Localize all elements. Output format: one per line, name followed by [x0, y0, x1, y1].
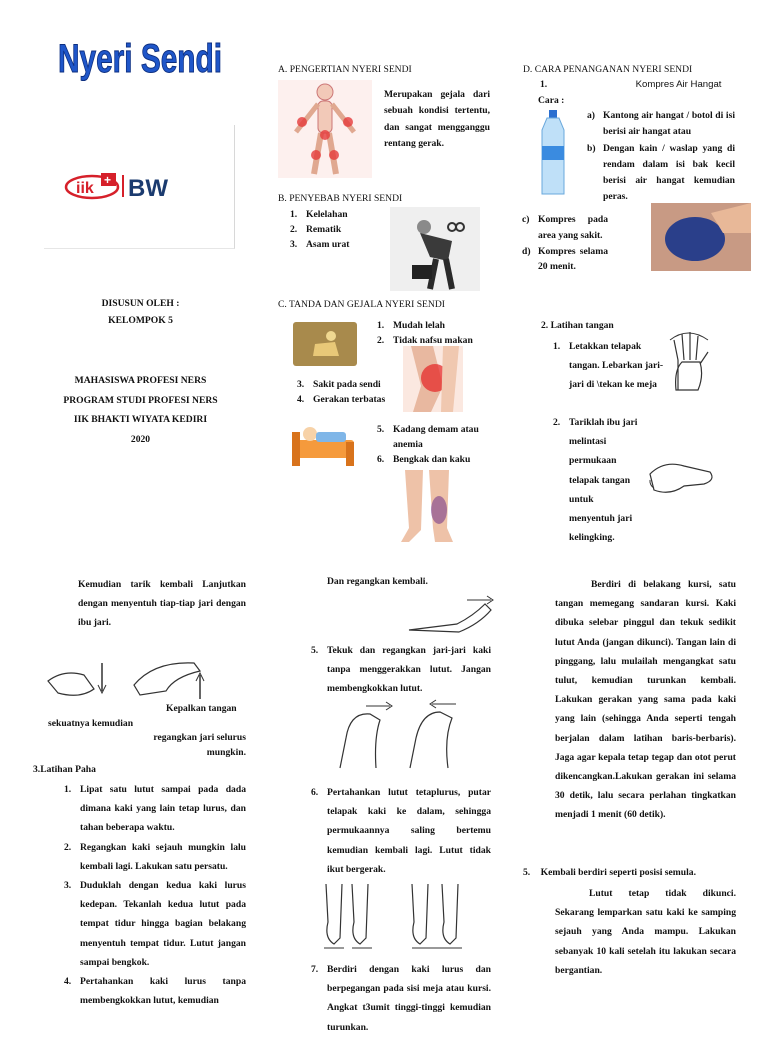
sick-in-bed-image	[290, 418, 356, 470]
swollen-leg-image	[399, 470, 457, 542]
item-title: Kompres Air Hangat	[635, 79, 722, 90]
fist-line-1: Kepalkan tangan	[166, 703, 237, 714]
list-item: 1. Letakkan telapak tangan. Lebarkan jari-jari di \tekan ke meja	[553, 341, 664, 391]
section-d-heading: D. CARA PENANGANAN NYERI SENDI	[523, 64, 693, 75]
warm-compress-title	[540, 78, 740, 93]
thigh-exercise-heading: 3.Latihan Paha	[33, 764, 96, 775]
back-col3-para: Berdiri di belakang kursi, satu tangan memegang sandaran kursi. Kaki dibuka selebar pinggul dan tekuk sedikit lutut Anda (jangan dikunci). Tangan lain di pinggang, lalu mulailah mengangkat satu tulut, kemudian turunkan kembali. Lakukan gerakan yang sama pada kaki yang lain (sehingga Anda seperti tengah berjalan dalam latihan baris-berbaris). Jaga agar kepala tetap tegap dan otot perut dikencangkan.Lakukan gerakan ini selama 30 detik, lalu secara perlahan tingkatkan menjadi 1 menit (60 detik).	[555, 579, 736, 821]
tired-man-image	[390, 207, 480, 291]
org-line: PROGRAM STUDI PROFESI NERS	[63, 394, 218, 406]
sick-in-bed-figure	[290, 418, 356, 470]
feet-rotate-image	[316, 882, 476, 952]
leg-stretch-image	[407, 596, 495, 636]
skeleton-figure	[278, 80, 372, 178]
list-item: 5. Kadang demam atau anemia	[377, 424, 479, 450]
water-bottle-image	[540, 110, 566, 196]
feet-rotate-figure	[316, 882, 476, 952]
symptoms-list-bottom	[377, 423, 497, 468]
hand-exercise-heading: 2. Latihan tangan	[541, 320, 614, 331]
cover-title	[56, 30, 236, 84]
knee-pain-image	[403, 346, 463, 412]
step-5-text: Lutut tetap tidak dikunci. Sekarang lemparkan satu kaki ke samping sejauh yang Anda mampu. Lakukan sebanyak 10 kali setelah itu lakukan secara bergantian.	[555, 888, 736, 976]
causes-list	[290, 208, 390, 253]
list-item: 6. Bengkak dan kaku	[377, 453, 471, 465]
org-year: 2020	[130, 433, 151, 445]
step-5-number: 5.	[523, 867, 531, 878]
toe-flex-image	[330, 698, 480, 770]
symptoms-list-top	[377, 319, 497, 349]
list-item: 5. Tekuk dan regangkan jari-jari kaki tanpa menggerakkan lutut. Jangan membengkokkan lutut.	[311, 645, 491, 695]
foot-steps-6	[311, 783, 491, 879]
skeleton-image	[278, 80, 372, 178]
back-col1-intro: Kemudian tarik kembali Lanjutkan dengan menyentuh tiap-tiap jari dengan ibu jari.	[78, 579, 246, 629]
thigh-steps	[64, 780, 246, 1010]
ice-pack-figure	[651, 203, 751, 271]
list-item: 4. Gerakan terbatas	[297, 393, 386, 405]
org-line: IIK BHAKTI WIYATA KEDIRI	[73, 414, 208, 426]
svg-text:Nyeri Sendi: Nyeri Sendi	[58, 37, 222, 81]
list-item: d) Kompres selama 20 menit.	[522, 245, 608, 273]
open-hand-figure	[664, 330, 714, 392]
symptoms-list-mid	[297, 378, 407, 408]
back-col2-intro: Dan regangkan kembali.	[327, 576, 428, 587]
fist-line-3: regangkan jari selurus mungkin.	[153, 732, 246, 758]
cover-logo-box	[44, 125, 235, 249]
hand-steps-1	[553, 337, 673, 395]
svg-text:iik: iik	[76, 180, 94, 197]
institution-logo	[64, 171, 224, 201]
list-item: b) Dengan kain / waslap yang di rendam dalam isi bak kecil berisi air hangat kemudian peras.	[587, 142, 735, 203]
ice-pack-knee-image	[651, 203, 751, 271]
fist-hands-image	[44, 655, 214, 705]
open-hand-image	[664, 330, 714, 392]
section-a-text: Merupakan gejala dari sebuah kondisi tertentu, dan sangat mengganggu rentang gerak.	[384, 89, 490, 149]
thumb-touch-figure	[644, 452, 718, 500]
thumb-touch-image	[644, 452, 718, 500]
cover-title-graphic	[56, 30, 236, 84]
knee-pain-figure	[403, 346, 463, 412]
tired-man-figure	[390, 207, 480, 291]
step-5	[523, 866, 736, 881]
fist-line-2: sekuatnya kemudian	[48, 718, 134, 729]
method-label: Cara :	[538, 95, 565, 106]
foot-steps-5	[311, 641, 491, 699]
list-item: a) Kantong air hangat / botol di isi berisi air hangat atau	[587, 110, 735, 138]
list-item: 3. Sakit pada sendi	[297, 379, 381, 390]
list-item: c) Kompres pada area yang sakit.	[522, 214, 608, 241]
crawling-figure	[293, 322, 357, 366]
leg-stretch-figure	[407, 596, 495, 636]
list-item: 2. Tidak nafsu makan	[377, 334, 473, 346]
compiled-by-label: DISUSUN OLEH :	[101, 298, 180, 309]
compress-steps-ab	[587, 108, 735, 206]
svg-text:BW: BW	[128, 175, 168, 202]
toe-flex-figure	[330, 698, 480, 770]
list-item: 1. Mudah lelah	[377, 320, 445, 331]
list-item: 6. Pertahankan lutut tetaplurus, putar telapak kaki ke dalam, sehingga permukaannya saling bertemu kemudian kembali lagi. Lutut tidak ikut bergerak.	[311, 787, 491, 875]
section-b-heading: B. PENYEBAB NYERI SENDI	[278, 193, 403, 204]
svg-text:+: +	[104, 173, 112, 187]
list-item: 4. Pertahankan kaki lurus tanpa membengkokkan lutut, kemudian	[64, 975, 246, 1007]
list-item: 2. Tariklah ibu jari melintasi permukaan telapak tangan untuk menyentuh jari kelingking.	[553, 417, 638, 544]
list-item: 3. Duduklah dengan kedua kaki lurus kedepan. Tekanlah kedua lutut pada tempat tidur hingga bagian belakang menyentuh tempat tidur. Lutut jangan sampai bengkok.	[64, 879, 246, 968]
list-item: 2. Rematik	[290, 223, 342, 235]
foot-steps-7	[311, 960, 491, 1037]
step-5-title: Kembali berdiri seperti posisi semula.	[540, 867, 696, 878]
cover-organization	[48, 371, 233, 450]
water-bottle-figure	[540, 110, 566, 196]
cover-credits	[48, 296, 233, 330]
group-name: KELOMPOK 5	[108, 314, 173, 326]
section-c-heading: C. TANDA DAN GEJALA NYERI SENDI	[278, 299, 445, 310]
crawling-figure-image	[293, 322, 357, 366]
list-item: 7. Berdiri dengan kaki lurus dan berpegangan pada sisi meja atau kursi. Angkat t3umit tinggi-tinggi kemudian turunkan.	[311, 964, 491, 1033]
section-a-heading: A. PENGERTIAN NYERI SENDI	[278, 64, 412, 75]
logo-graphic	[64, 171, 224, 201]
list-item: 1. Lipat satu lutut sampai pada dada dimana kaki yang lain tetap lurus, dan tahan beberapa waktu.	[64, 784, 246, 834]
list-item: 3. Asam urat	[290, 238, 350, 250]
org-line: MAHASISWA PROFESI NERS	[74, 375, 207, 386]
swollen-leg-figure	[399, 470, 457, 542]
fist-hands-figure	[44, 655, 214, 705]
compress-steps-cd	[522, 212, 608, 275]
item-number: 1.	[540, 79, 548, 90]
list-item: 1. Kelelahan	[290, 209, 348, 220]
list-item: 2. Regangkan kaki sejauh mungkin lalu kembali lagi. Lakukan satu persatu.	[64, 841, 246, 872]
